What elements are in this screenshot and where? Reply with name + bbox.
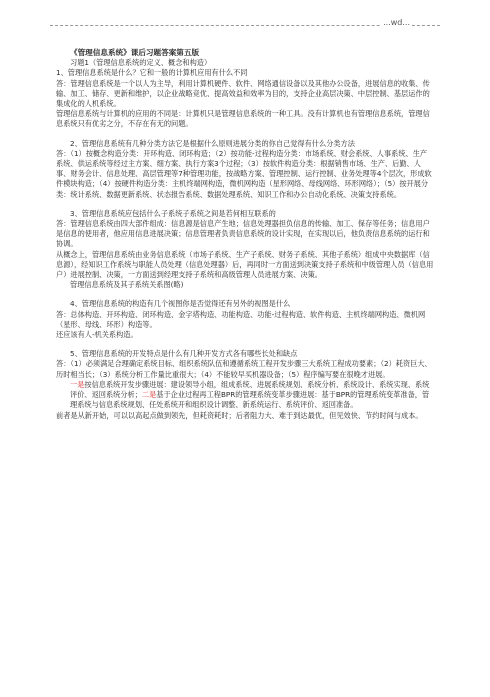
q5-answer-3: 前者是从新开始，可以以高起点做到领先，但耗资耗时；后者阻力大、难于到达最优，但见效快、节约时间与成本。	[56, 410, 423, 420]
document-body	[56, 48, 434, 421]
q4-question: 4、管理信息系统的构造有几个视图你是否觉得还有另外的视图是什么	[70, 299, 291, 309]
q2-question: 2、管理信息系统有几种分类方法它是根据什么原则进展分类的你自己觉得有什么分类方法	[70, 138, 355, 148]
q5-answer-2b-text: 基于企业过程再工程BPR的管理系统变革步骤进展：基于BPR的管理系统变革准备，管理系统与信息系统规划、任处系统开和组织设计调整、新系统运行、系统评价、返回准备。	[70, 390, 430, 410]
q4-extra: 还应该有人-机关系构造。	[56, 330, 138, 340]
q3-answer-1: 答：管理信息系统由四大部件组成：信息源是信息产生地；信息处理器担负信息的传输、加工、保存等任务；信息用户是信息的使用者，他应用信息进展决策；信息管理者负责信息系统的设计实现，在实现以后，他负责信息系统的运行和协调。	[56, 219, 430, 249]
doc-subtitle: 习题1（管理信息系统的定义、概念和构造）	[70, 58, 212, 68]
q5-marker-2: 二是	[141, 390, 157, 400]
q3-answer-2: 从概念上，管理信息系统由业务信息系统（市场子系统、生产子系统、财务子系统、其他子系统）组成中央数据库（信息源），经知识工作系统与职能人员处理（信息处理器）后，再同时一方面送到决策支持子系统和中级管理人员（信息用户）进展控制、决策，一方面送到经理支持子系统和高级管理人员进展方案、决策。	[56, 249, 434, 280]
q1-question: 1、管理信息系统是什么？它和一般的计算机应用有什么不同	[56, 68, 248, 78]
q5-answer-2-text: 按信息系统开发步骤进展：建设领导小组，组成系统、进展系统规划、系统分析、系统设计、系统实现、系统评价、返回系统分析；	[70, 379, 430, 400]
q4-answer: 答：总体构造、开环构造、闭环构造、金字塔构造、功能构造、功能-过程构造、软件构造、主机终端网构造、微机网（星形、母线、环形）构造等。	[56, 309, 426, 329]
q3-question: 3、管理信息系统应包括什么子系统子系统之间是若何相互联系的	[70, 208, 276, 218]
q5-question: 5、管理信息系统的开发特点是什么有几种开发方式各有哪些长处和缺点	[70, 349, 298, 359]
header-mark: ...wd...	[383, 18, 410, 27]
q1-answer-2: 管理信息系统与计算机的应用的不同是：计算机只是管理信息系统的一种工具。没有计算机也有管理信息系统，管理信息系统只有优劣之分，不存在有无的问题。	[56, 109, 430, 129]
page-header	[50, 18, 440, 32]
q2-answer: 答：（1）按概念构造分类：开环构造、闭环构造；（2）按功能-过程构造分类：市场系统、财会系统、人事系统、生产系统、供运系统等经过主方案、细方案、执行方案3个过程；（3）按软件构造分类：根据销售市场、生产、后勤、人事、财务会计、信息处理、高层管理等7种管理功能，按战略方案、管理控制、运行控制、业务处理等4个层次，形成软件模块构造；（4）按硬件构造分类：主机终端网构造，微机网构造（星形网络、母线网络、环形网络）；（5）按开展分类：统计系统、数据更新系统、状态报告系统、数据处理系统、知识工作和办公自动化系统、决策支持系统。	[56, 148, 432, 199]
q3-note: 管理信息系统及其子系统关系图(略)	[70, 280, 184, 290]
q5-answer-2	[56, 380, 434, 411]
q5-answer-1: 答：（1）必须满足合理确定系统目标、组织系统队伍和遵循系统工程开发步骤三大系统工程成功要素；（2）耗资巨大、历时相当长；（3）系统分析工作量比重很大；（4）不能较早买机器设备；（5）程序编写要在很晚才进展。	[56, 359, 432, 379]
q5-marker-1: 一是	[70, 379, 85, 389]
doc-title: 《管理信息系统》课后习题答案第五版	[70, 48, 200, 57]
q1-answer-1: 答：管理信息系统是一个以人为主导，利用计算机硬件、软件、网络通信设备以及其他办公设备，进展信息的收集、传输、加工、储存、更新和维护，以企业战略竞优、提高效益和效率为目的，支持企业高层决策、中层控制、基层运作的集成化的人机系统。	[56, 78, 430, 109]
